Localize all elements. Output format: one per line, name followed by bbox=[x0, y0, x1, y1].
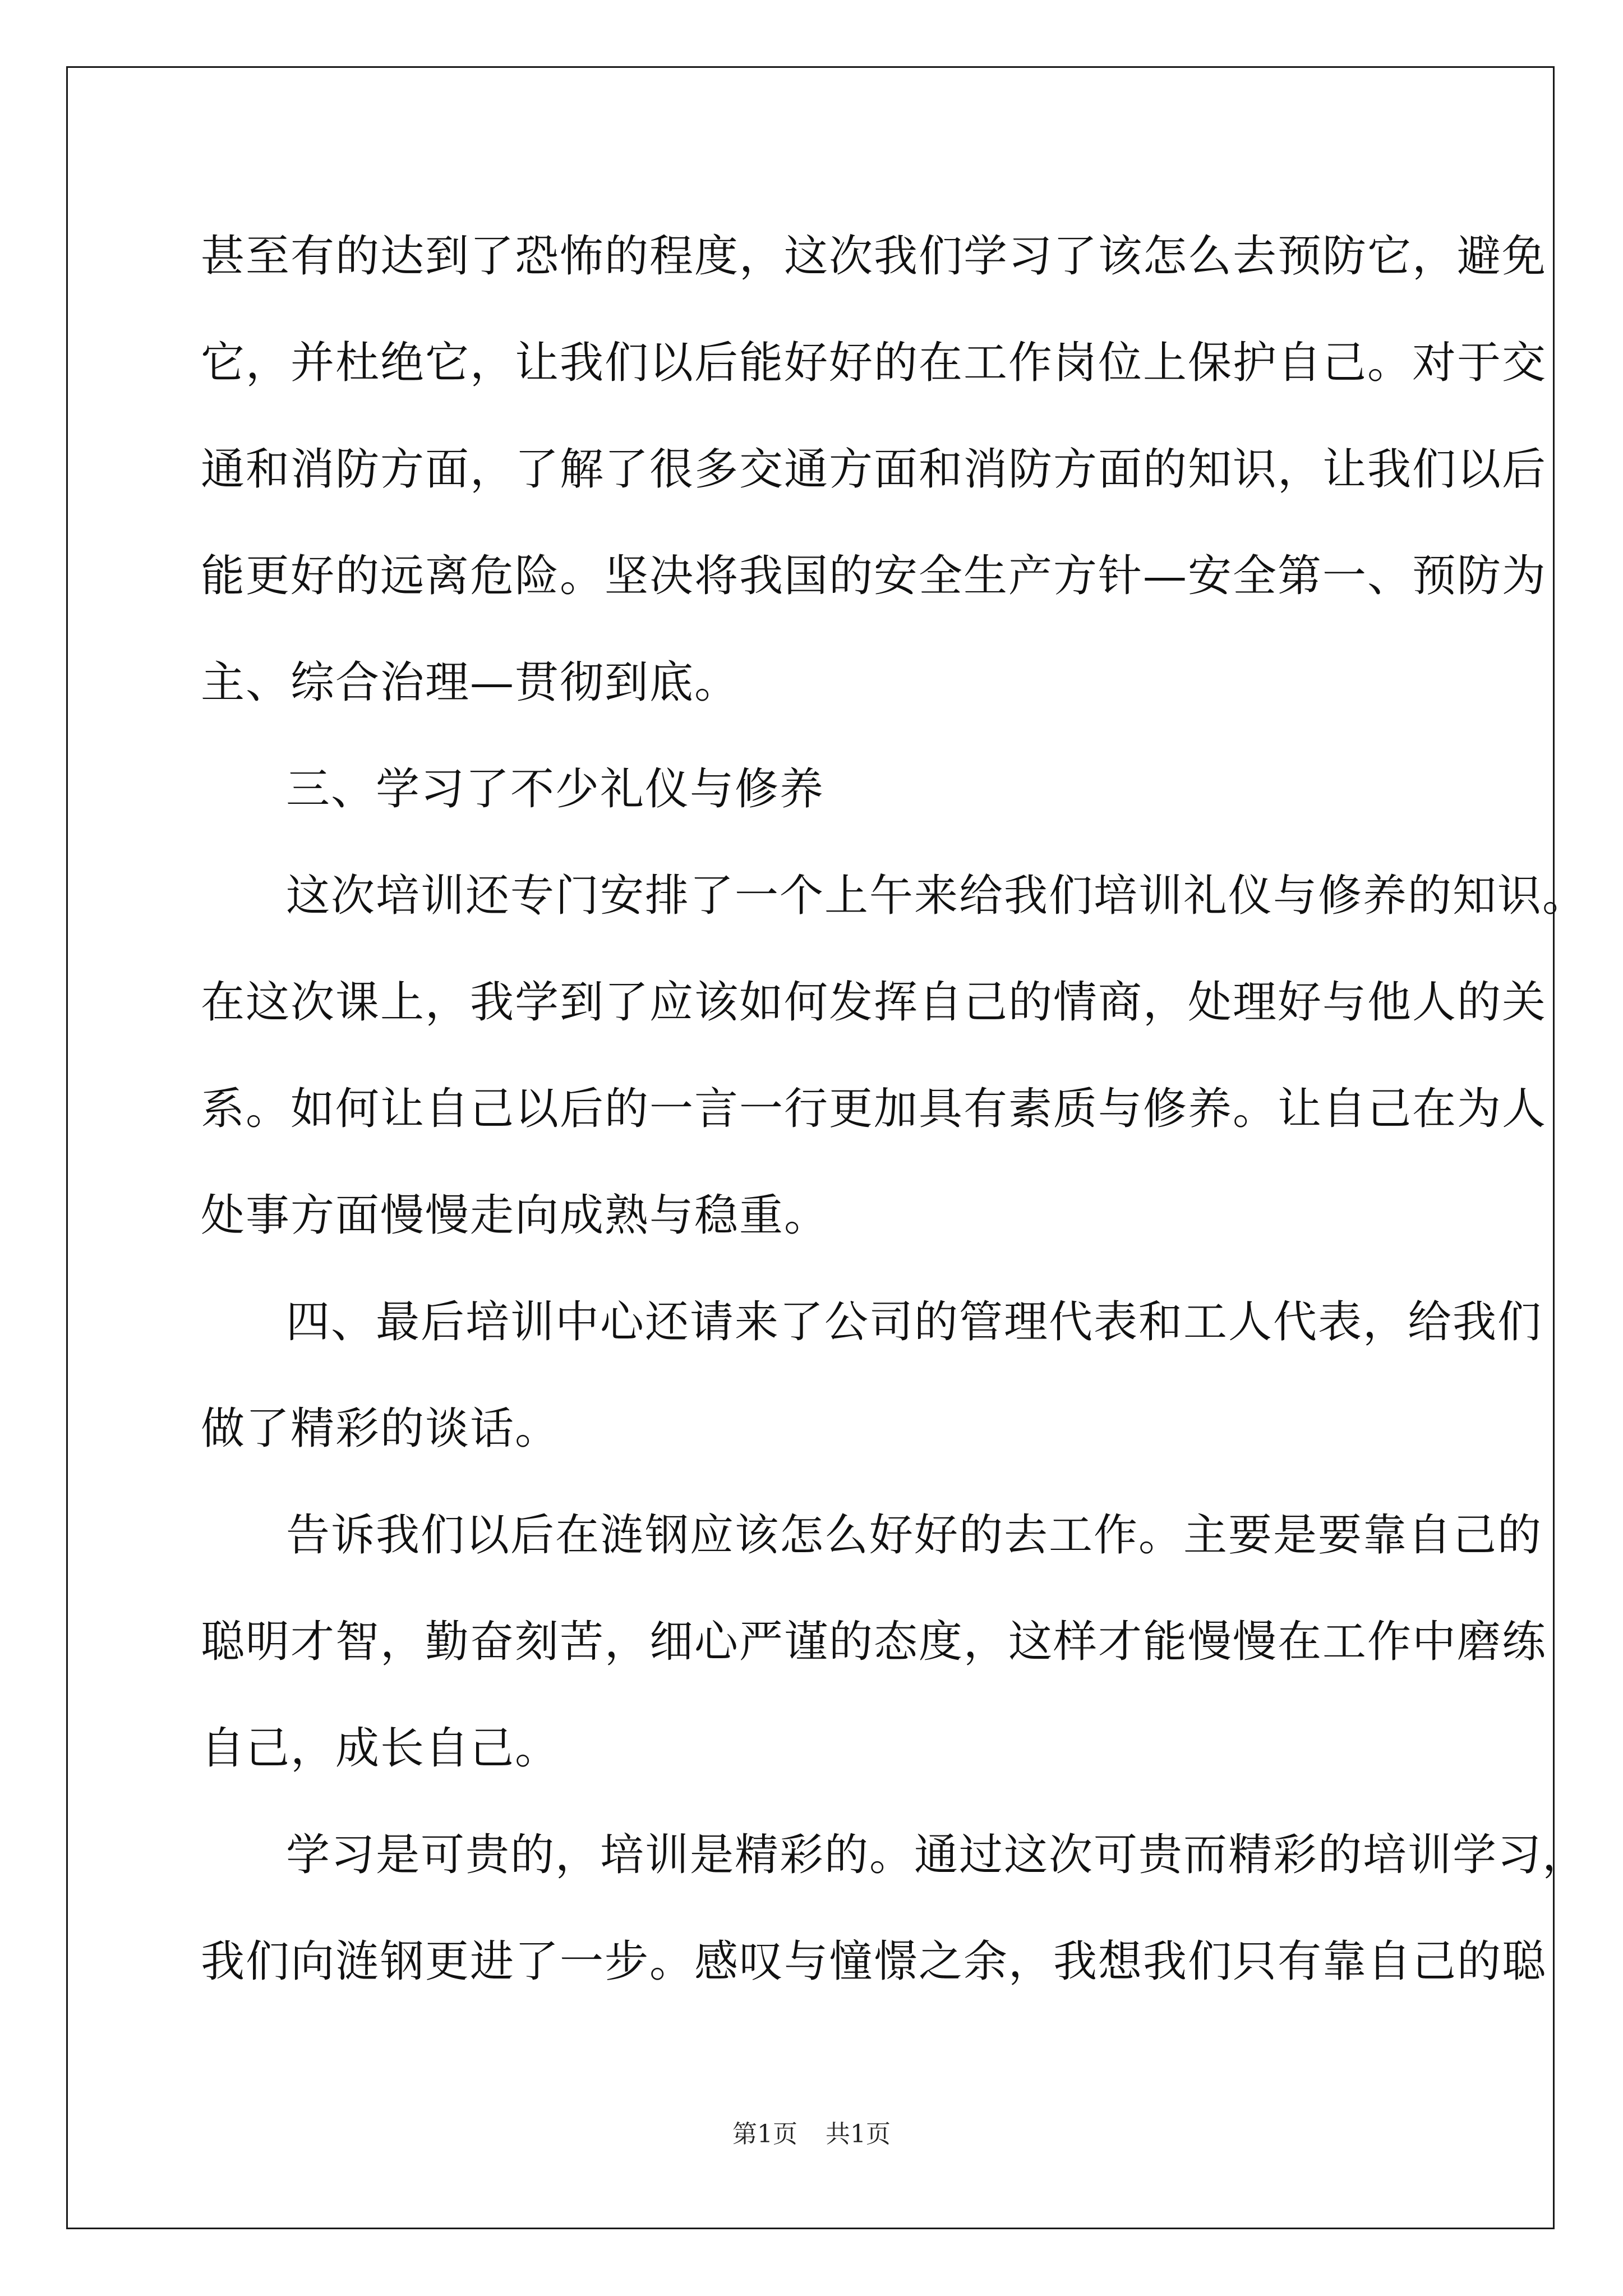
text-line: 学习是可贵的，培训是精彩的。通过这次可贵而精彩的培训学习， bbox=[286, 1830, 1588, 1880]
text-line: 甚至有的达到了恐怖的程度，这次我们学习了该怎么去预防它，避免 bbox=[201, 231, 1547, 282]
text-line: 它，并杜绝它，让我们以后能好好的在工作岗位上保护自己。对于交 bbox=[201, 338, 1547, 388]
text-line: 告诉我们以后在涟钢应该怎么好好的去工作。主要是要靠自己的 bbox=[286, 1510, 1543, 1561]
text-line: 系。如何让自己以后的一言一行更加具有素质与修养。让自己在为人 bbox=[201, 1084, 1547, 1134]
document-body bbox=[201, 203, 1588, 2015]
section-heading: 三、学习了不少礼仪与修养 bbox=[286, 764, 825, 815]
text-line: 处事方面慢慢走向成熟与稳重。 bbox=[201, 1190, 829, 1241]
text-line: 主、综合治理—贯彻到底。 bbox=[201, 657, 740, 708]
text-line: 自己，成长自己。 bbox=[201, 1723, 560, 1774]
text-line: 能更好的远离危险。坚决将我国的安全生产方针—安全第一、预防为 bbox=[201, 551, 1547, 601]
page-footer bbox=[0, 2118, 1623, 2151]
section-heading: 四、最后培训中心还请来了公司的管理代表和工人代表，给我们 bbox=[286, 1297, 1543, 1347]
text-line: 做了精彩的谈话。 bbox=[201, 1404, 560, 1454]
page-total: 共1页 bbox=[826, 2120, 891, 2148]
text-line: 在这次课上，我学到了应该如何发挥自己的情商，处理好与他人的关 bbox=[201, 977, 1547, 1028]
text-line: 聪明才智，勤奋刻苦，细心严谨的态度，这样才能慢慢在工作中磨练 bbox=[201, 1617, 1547, 1667]
text-line: 我们向涟钢更进了一步。感叹与憧憬之余，我想我们只有靠自己的聪 bbox=[201, 1936, 1547, 1987]
page-number: 第1页 bbox=[732, 2120, 797, 2148]
text-line: 通和消防方面，了解了很多交通方面和消防方面的知识，让我们以后 bbox=[201, 444, 1547, 495]
text-line: 这次培训还专门安排了一个上午来给我们培训礼仪与修养的知识。 bbox=[286, 871, 1588, 921]
